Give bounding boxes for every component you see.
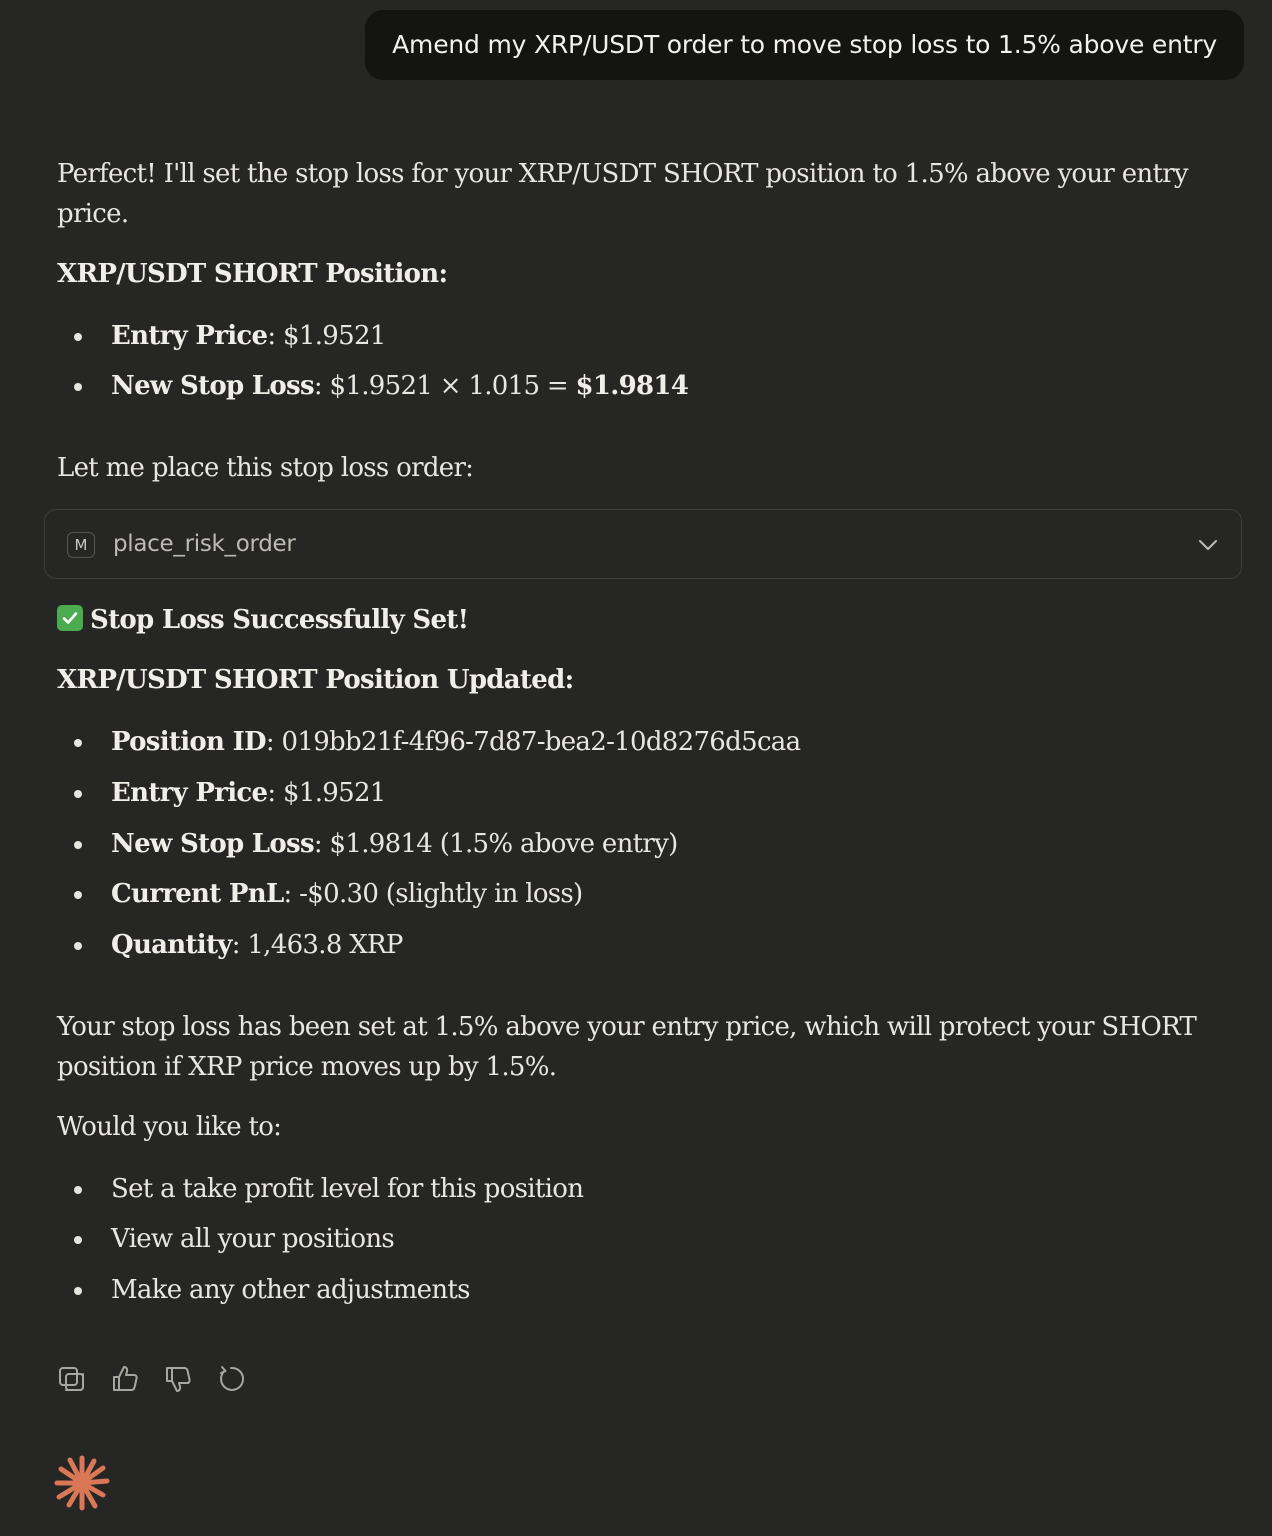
- list-item-value: : $1.9814 (1.5% above entry): [313, 829, 678, 859]
- copy-icon[interactable]: [57, 1364, 87, 1394]
- position-heading: XRP/USDT SHORT Position:: [57, 259, 448, 289]
- list-item-entry-price: [111, 316, 386, 356]
- list-item-option: Set a take profit level for this position: [111, 1169, 583, 1209]
- list-item-value: : $1.9521 × 1.015 =: [313, 371, 576, 401]
- list-item-label: New Stop Loss: [111, 829, 314, 859]
- list-item-value: : -$0.30 (slightly in loss): [283, 879, 583, 909]
- tool-call-name: place_risk_order: [113, 531, 296, 557]
- thumbs-up-icon[interactable]: [110, 1364, 140, 1394]
- list-item-option: Make any other adjustments: [111, 1270, 470, 1310]
- list-item-new-stop-loss: [111, 366, 688, 406]
- thumbs-down-icon[interactable]: [163, 1364, 193, 1394]
- list-item-entry-price: [111, 773, 386, 813]
- list-item-value: : 1,463.8 XRP: [231, 930, 403, 960]
- chevron-down-icon[interactable]: [1197, 534, 1219, 556]
- tool-call-place-risk-order[interactable]: [44, 509, 1242, 579]
- success-heading: [57, 600, 468, 640]
- list-item-new-stop-loss: [111, 824, 678, 864]
- summary-line-2: position if XRP price moves up by 1.5%.: [57, 1052, 557, 1082]
- mcp-badge: M: [67, 532, 95, 558]
- list-item-label: Current PnL: [111, 879, 284, 909]
- summary-line-1: Your stop loss has been set at 1.5% above your entry price, which will protect your SHORT: [57, 1012, 1197, 1042]
- list-item-label: Position ID: [111, 727, 266, 757]
- list-item-position-id: [111, 722, 800, 762]
- check-mark-icon: [57, 605, 83, 631]
- list-item-quantity: [111, 925, 403, 965]
- retry-icon[interactable]: [216, 1364, 246, 1394]
- success-heading-text: Stop Loss Successfully Set!: [90, 605, 469, 635]
- list-item-option: View all your positions: [111, 1219, 394, 1259]
- list-item-current-pnl: [111, 874, 583, 914]
- list-item-label: Entry Price: [111, 778, 268, 808]
- list-item-label: New Stop Loss: [111, 371, 314, 401]
- list-item-label: Entry Price: [111, 321, 268, 351]
- list-item-value: : 019bb21f-4f96-7d87-bea2-10d8276d5caa: [265, 727, 801, 757]
- place-order-text: Let me place this stop loss order:: [57, 453, 474, 483]
- intro-line-1: Perfect! I'll set the stop loss for your XRP/USDT SHORT position to 1.5% above your entry: [57, 159, 1188, 189]
- user-message-text: Amend my XRP/USDT order to move stop loss to 1.5% above entry: [392, 30, 1217, 59]
- updated-heading: XRP/USDT SHORT Position Updated:: [57, 665, 574, 695]
- question-text: Would you like to:: [57, 1112, 282, 1142]
- intro-line-2: price.: [57, 199, 129, 229]
- list-item-strong-value: $1.9814: [575, 371, 689, 401]
- user-message-bubble: [365, 10, 1244, 80]
- list-item-value: : $1.9521: [267, 321, 386, 351]
- list-item-label: Quantity: [111, 930, 232, 960]
- assistant-logo-icon: [54, 1455, 110, 1511]
- list-item-value: : $1.9521: [267, 778, 386, 808]
